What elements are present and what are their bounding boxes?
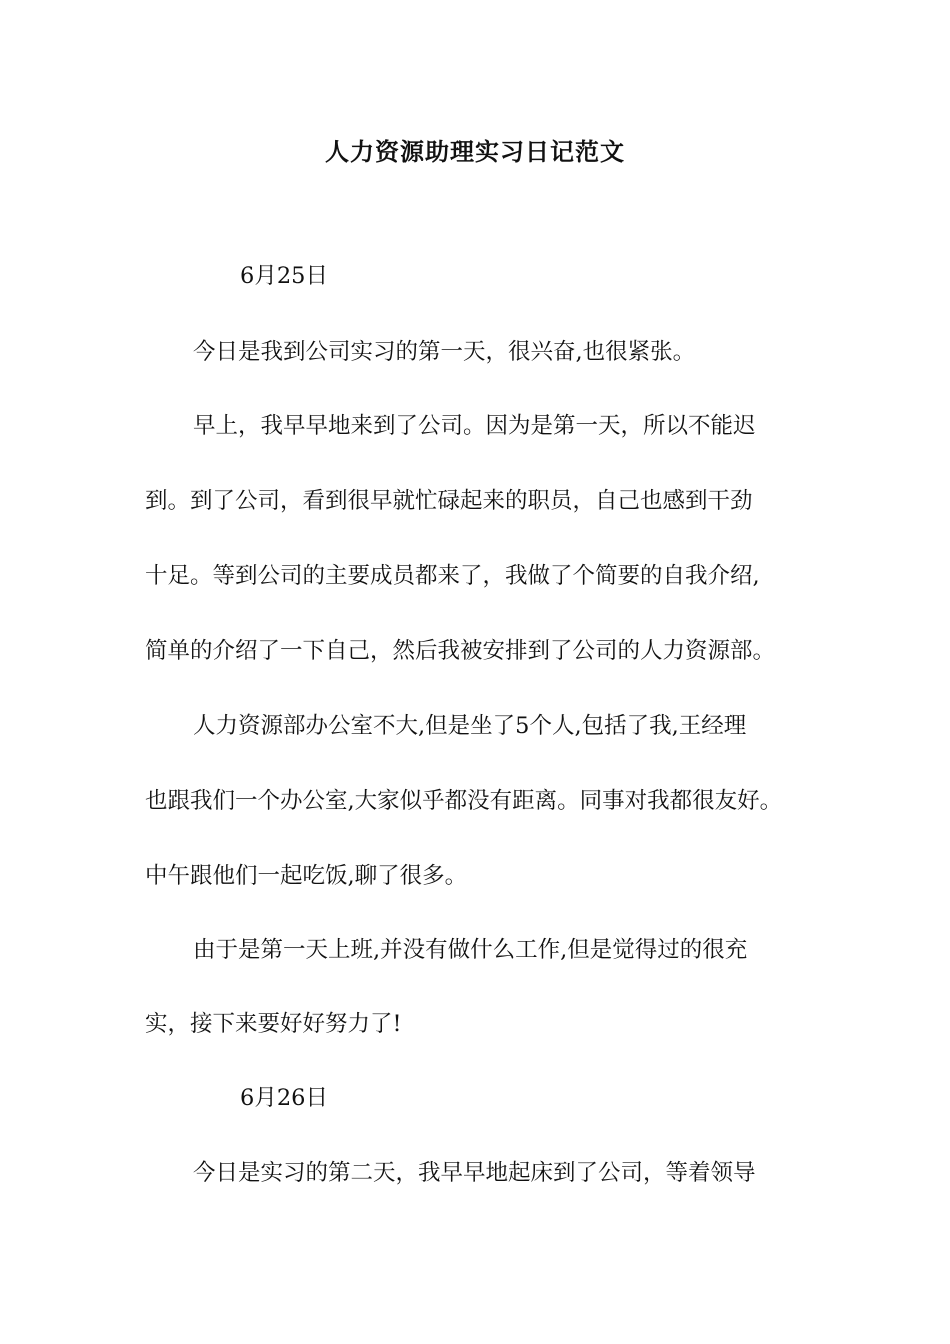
paragraph-line: 中午跟他们一起吃饭,聊了很多。 [145,863,468,889]
paragraph-line: 十足。等到公司的主要成员都来了，我做了个简要的自我介绍, [145,563,760,589]
date-heading-june-26: 6月26日 [240,1085,328,1111]
paragraph-line: 也跟我们一个办公室,大家似乎都没有距离。同事对我都很友好。 [145,788,783,814]
paragraph-line: 今日是实习的第二天，我早早地起床到了公司，等着领导 [193,1160,756,1186]
date-heading-june-25: 6月25日 [240,263,328,289]
paragraph-line: 到。到了公司，看到很早就忙碌起来的职员，自己也感到干劲 [145,488,753,514]
paragraph-line: 今日是我到公司实习的第一天，很兴奋,也很紧张。 [193,339,696,365]
paragraph-line: 实，接下来要好好努力了! [145,1011,402,1037]
paragraph-line: 人力资源部办公室不大,但是坐了5个人,包括了我,王经理 [193,713,747,739]
paragraph-line: 早上，我早早地来到了公司。因为是第一天，所以不能迟 [193,413,756,439]
document-title: 人力资源助理实习日记范文 [325,137,625,166]
paragraph-line: 简单的介绍了一下自己，然后我被安排到了公司的人力资源部。 [145,638,776,664]
paragraph-line: 由于是第一天上班,并没有做什么工作,但是觉得过的很充 [193,937,748,963]
